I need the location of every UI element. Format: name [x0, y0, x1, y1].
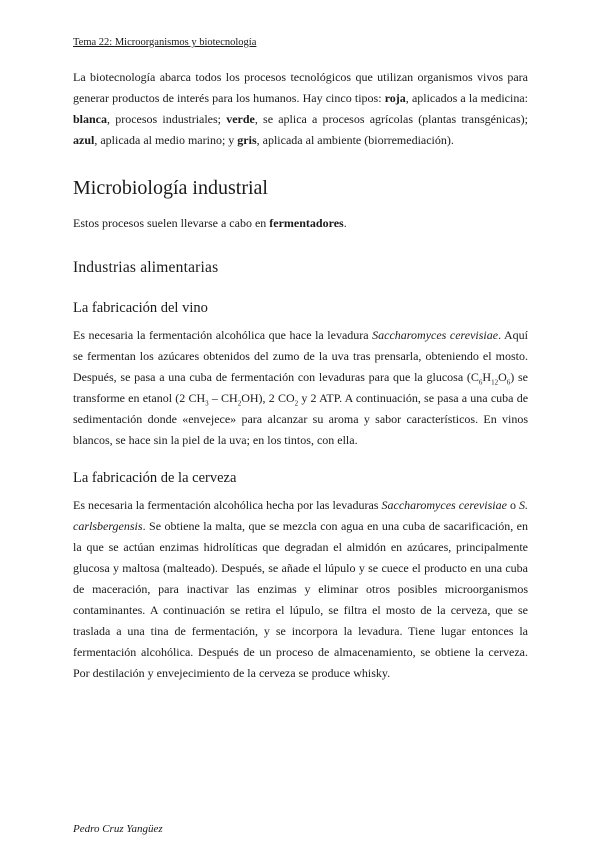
subscript: 3 — [205, 399, 209, 408]
vino-text: . Aquí se fermentan los azúcares obtenidos del zumo de la uva tras prensarla, obteniendo el mosto. Después, se pasa a una cuba de fermentación con levaduras para que la glucosa (C — [73, 328, 529, 384]
page-footer: Pedro Cruz Yangüez — [73, 823, 163, 835]
cerveza-title: La fabricación de la cerveza — [73, 470, 237, 486]
subsection-title: Industrias alimentarias — [73, 259, 219, 276]
fermentadores-text: Estos procesos suelen llevarse a cabo en — [73, 216, 270, 230]
vino-paragraph — [73, 325, 528, 451]
cerveza-text: . Se obtiene la malta, que se mezcla con agua en una cuba de sacarificación, en la que se actúan enzimas hidrolíticas que degradan el almidón en azúcares, principalmente glucosa y maltosa (malteado). Después, se añade el lúpulo y se cuece el producto en una cuba de maceración, para inactivar las enzimas y eliminar otros posibles microorganismos contaminantes. A continuación se retira el lúpulo, se filtra el mosto de la cerveza, que se traslada a una tina de fermentación, y se incorpora la levadura. Tiene lugar entonces la fermentación alcohólica. Después de un proceso de almacenamiento, se obtiene la cerveza. Por destilación y envejecimiento de la cerveza se produce whisky. — [73, 519, 528, 680]
term-azul: azul — [73, 133, 95, 147]
vino-text: O — [498, 370, 507, 384]
vino-text: H — [482, 370, 492, 384]
subsection-heading — [73, 258, 528, 278]
subscript: 2 — [294, 399, 299, 408]
subscript: 2 — [237, 399, 242, 408]
intro-text: , aplicados a la medicina: — [405, 91, 528, 105]
section-title: Microbiología industrial — [73, 177, 268, 199]
fermentadores-paragraph — [73, 213, 528, 234]
intro-text: , aplicada al medio marino; y — [94, 133, 238, 147]
vino-title: La fabricación del vino — [73, 300, 208, 316]
subscript: 6 — [506, 378, 511, 387]
section-heading — [73, 176, 528, 200]
vino-text: Es necesaria la fermentación alcohólica que hace la levadura — [73, 328, 373, 342]
vino-text: ) se transforme en etanol (2 CH — [73, 370, 528, 405]
vino-text: – CH — [208, 391, 238, 405]
cerveza-paragraph — [73, 495, 528, 684]
fermentadores-text: . — [343, 216, 347, 230]
term-verde: verde — [226, 112, 255, 126]
cerveza-text: o — [506, 498, 519, 512]
intro-paragraph — [73, 67, 528, 151]
vino-text: y 2 ATP. A continuación, se pasa a una cuba de sedimentación donde «envejece» para alcanzar su aroma y sabor característicos. En vinos blancos, se hace sin la piel de la uva; en los tintos, con ella. — [73, 391, 529, 447]
intro-text: , se aplica a procesos agrícolas (plantas transgénicas); — [254, 112, 528, 126]
intro-text: La biotecnología abarca todos los procesos tecnológicos que utilizan organismos vivos para generar productos de interés para los humanos. Hay cinco tipos: — [73, 70, 528, 105]
intro-text: , aplicada al ambiente (biorremediación). — [256, 133, 454, 147]
cerveza-heading — [73, 468, 528, 488]
species-name: Saccharomyces cerevisiae — [381, 498, 507, 512]
species-name: Saccharomyces cerevisiae — [372, 328, 499, 342]
term-fermentadores: fermentadores — [269, 216, 344, 230]
subscript: 6 — [478, 378, 483, 387]
vino-heading — [73, 298, 528, 318]
species-name: S. carlsbergensis — [73, 498, 528, 533]
term-blanca: blanca — [73, 112, 108, 126]
term-gris: gris — [237, 133, 257, 147]
term-roja: roja — [384, 91, 406, 105]
intro-text: , procesos industriales; — [107, 112, 227, 126]
page-header: Tema 22: Microorganismos y biotecnología — [73, 37, 257, 48]
subscript: 12 — [491, 378, 499, 387]
vino-text: OH), 2 CO — [241, 391, 295, 405]
cerveza-text: Es necesaria la fermentación alcohólica hecha por las levaduras — [73, 498, 382, 512]
